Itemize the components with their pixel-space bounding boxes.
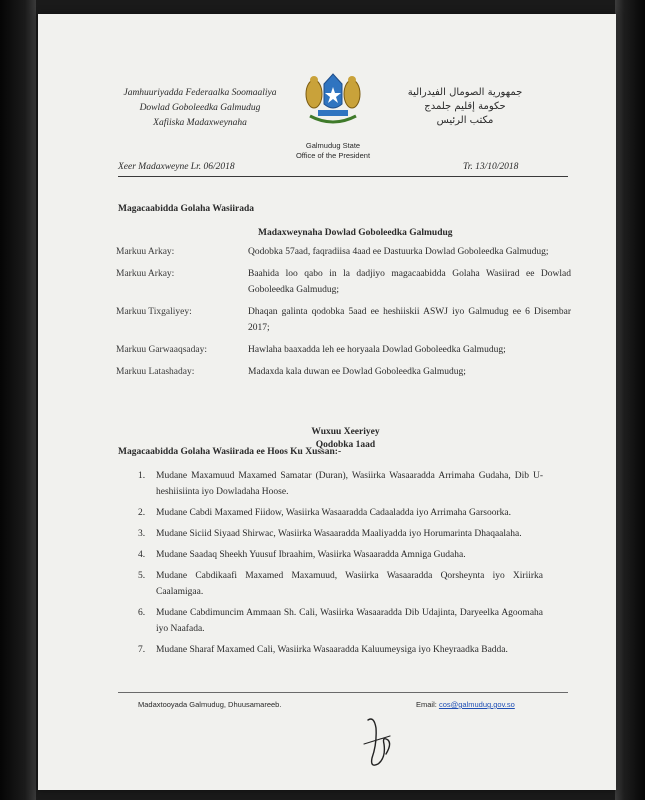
office-name: Office of the President (295, 151, 371, 160)
preamble-row (116, 342, 571, 358)
preamble-text: Qodobka 57aad, faqradiisa 4aad ee Dastuurka Dowlad Goboleedka Galmudug; (248, 247, 549, 257)
list-text: Mudane Saadaq Sheekh Yuusuf Ibraahim, Wasiirka Wasaaradda Amniga Gudaha. (156, 550, 466, 560)
header-right-line: مكتب الرئيس (436, 115, 494, 126)
preamble-label: Markuu Garwaaqsaday: (116, 345, 208, 355)
preamble-text: Dhaqan galinta qodobka 5aad ee heshiiskii ASWJ iyo Galmudug ee 6 Disembar 2017; (248, 307, 571, 333)
preamble-row (116, 364, 571, 380)
document-page (38, 14, 616, 790)
appointments-heading: Magacaabidda Golaha Wasiirada ee Hoos Ku Xussan:- (118, 447, 342, 457)
list-number: 1. (138, 471, 146, 481)
document-subject: Magacaabidda Golaha Wasiirada (118, 204, 255, 214)
list-text: Mudane Cabdimuncim Ammaan Sh. Cali, Wasiirka Wasaaradda Dib Udajinta, Daryeelka Agoomaha iyo Naafada. (156, 608, 543, 634)
preamble-list (116, 244, 571, 386)
list-item (138, 568, 543, 600)
photo-edge-right (615, 0, 645, 800)
footer-divider (118, 692, 568, 693)
footer-contact (416, 700, 515, 709)
state-name: Galmudug State (305, 141, 361, 150)
galmudug-crest-icon (300, 64, 366, 136)
header-left-line: Xafiiska Madaxweynaha (153, 118, 247, 128)
signature-icon (360, 714, 396, 776)
list-text: Mudane Sharaf Maxamed Cali, Wasiirka Wasaaradda Kaluumeysiga iyo Kheyraadka Badda. (156, 645, 508, 655)
list-number: 3. (138, 529, 146, 539)
list-item (138, 505, 543, 521)
footer-address: Madaxtooyada Galmudug, Dhuusamareeb. (138, 700, 282, 709)
preamble-label: Markuu Latashaday: (116, 367, 195, 377)
list-number: 7. (138, 645, 146, 655)
list-number: 2. (138, 508, 146, 518)
list-text: Mudane Maxamuud Maxamed Samatar (Duran), Wasiirka Wasaaradda Arrimaha Gudaha, Dib U-heshiisiinta iyo Dowladaha Hoose. (156, 471, 543, 497)
list-text: Mudane Siciid Siyaad Shirwac, Wasiirka Wasaaradda Maaliyadda iyo Horumarinta Dhaqaalaha. (156, 529, 522, 539)
preamble-label: Markuu Arkay: (116, 247, 175, 257)
decision-article: Qodobka 1aad (315, 440, 376, 450)
decree-date: Tr. 13/10/2018 (463, 162, 519, 172)
preamble-label: Markuu Arkay: (116, 269, 175, 279)
document-subtitle: Madaxweynaha Dowlad Goboleedka Galmudug (258, 228, 453, 238)
state-office-block (268, 141, 398, 161)
preamble-text: Baahida loo qabo in la dadjiyo magacaabidda Golaha Wasiirad ee Dowlad Goboleedka Galmudug; (248, 269, 571, 295)
list-number: 6. (138, 608, 146, 618)
email-label: Email: (416, 700, 437, 709)
preamble-row (116, 304, 571, 336)
preamble-text: Hawlaha baaxadda leh ee horyaala Dowlad Goboleedka Galmudug; (248, 345, 506, 355)
list-item (138, 547, 543, 563)
list-text: Mudane Cabdi Maxamed Fiidow, Wasiirka Wasaaradda Cadaaladda iyo Arrimaha Garsoorka. (156, 508, 511, 518)
photo-edge-left (0, 0, 36, 800)
header-right-line: حكومة إقليم جلمدج (424, 101, 506, 112)
header-right-line: جمهورية الصومال الفيدرالية (407, 87, 523, 98)
decree-number: Xeer Madaxweyne Lr. 06/2018 (118, 162, 235, 172)
header-left-line: Jamhuuriyadda Federaalka Soomaaliya (123, 88, 277, 98)
email-link[interactable]: cos@galmudug.gov.so (438, 700, 515, 709)
header-left-block (100, 86, 300, 131)
list-item (138, 605, 543, 637)
preamble-row (116, 266, 571, 298)
preamble-label: Markuu Tixgaliyey: (116, 307, 192, 317)
header-right-block (390, 86, 540, 128)
header-divider (118, 176, 568, 177)
list-text: Mudane Cabdikaafi Maxamed Maxamuud, Wasiirka Wasaaradda Qorsheynta iyo Xiriirka Caalamigaa. (156, 571, 543, 597)
list-item (138, 526, 543, 542)
header-left-line: Dowlad Goboleedka Galmudug (139, 103, 261, 113)
list-item (138, 642, 543, 658)
list-item (138, 468, 543, 500)
decision-title: Wuxuu Xeeriyey (311, 427, 380, 437)
preamble-text: Madaxda kala duwan ee Dowlad Goboleedka Galmudug; (248, 367, 466, 377)
list-number: 4. (138, 550, 146, 560)
list-number: 5. (138, 571, 146, 581)
appointments-list (138, 468, 543, 663)
preamble-row (116, 244, 571, 260)
